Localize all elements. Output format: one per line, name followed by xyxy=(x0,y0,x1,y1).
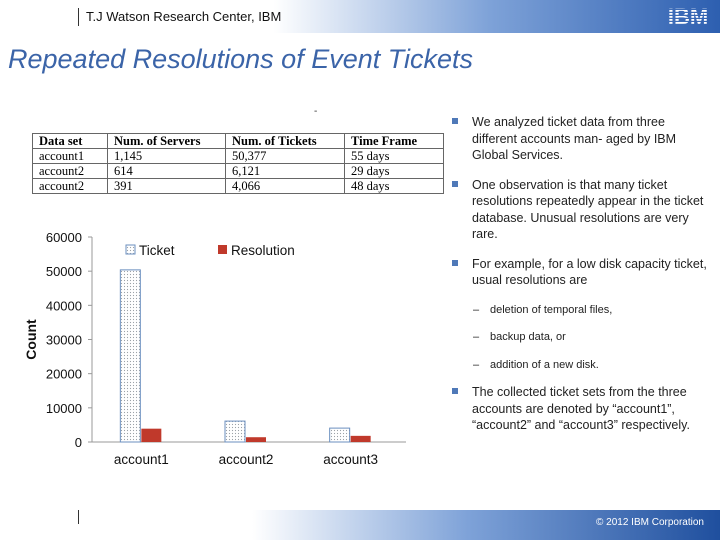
header-bar xyxy=(0,0,720,33)
legend-label: Resolution xyxy=(231,243,295,258)
y-tick-label: 20000 xyxy=(45,366,82,382)
table-header-row xyxy=(33,134,444,149)
legend-label: Ticket xyxy=(139,243,175,258)
y-tick-label: 0 xyxy=(74,435,82,450)
ticket-bar xyxy=(120,270,140,442)
dash-icon: – xyxy=(473,358,480,371)
ticket-bar xyxy=(225,421,245,442)
table-cell: 391 xyxy=(108,179,226,194)
bullet-text: We analyzed ticket data from three different accounts man- aged by IBM Global Services. xyxy=(472,115,677,162)
table-cell: 4,066 xyxy=(226,179,345,194)
table-cell: 50,377 xyxy=(226,149,345,164)
bullet-square-icon xyxy=(452,118,458,124)
dash-icon: – xyxy=(473,331,480,343)
table-cell: account2 xyxy=(33,179,108,194)
y-tick-label: 60000 xyxy=(45,230,82,245)
resolution-bar xyxy=(246,437,266,442)
table-cell: 6,121 xyxy=(226,164,345,179)
y-tick-label: 40000 xyxy=(45,298,82,314)
legend-resolution-swatch xyxy=(218,245,227,254)
table-cell: 48 days xyxy=(345,179,444,194)
table-cell: 1,145 xyxy=(108,149,226,164)
bar-chart xyxy=(18,222,428,472)
y-tick-label: 50000 xyxy=(45,264,82,280)
org-name: T.J Watson Research Center, IBM xyxy=(86,9,282,24)
ticket-bar xyxy=(330,428,350,442)
dataset-table xyxy=(32,133,444,194)
table-cell: 614 xyxy=(108,164,226,179)
ibm-logo-text: IBM xyxy=(667,4,709,28)
bullet-list xyxy=(452,114,710,447)
col-header: Num. of Servers xyxy=(108,134,226,149)
page-title: Repeated Resolutions of Event Tickets xyxy=(8,44,474,74)
sub-bullet-text: deletion of temporal files, xyxy=(490,303,613,316)
footer-divider xyxy=(78,510,79,524)
y-tick-label: 30000 xyxy=(45,332,82,348)
bullet-square-icon xyxy=(452,260,458,266)
col-header: Time Frame xyxy=(345,134,444,149)
table-row xyxy=(33,179,444,194)
sub-bullet-item xyxy=(452,302,710,319)
ibm-logo xyxy=(662,4,714,28)
header-divider xyxy=(78,8,79,26)
resolution-bar xyxy=(351,436,371,442)
table-cell: account2 xyxy=(33,164,108,179)
bullet-text: For example, for a low disk capacity ticket, usual resolutions are xyxy=(472,256,707,287)
col-header: Data set xyxy=(33,134,108,149)
table-row xyxy=(33,149,444,164)
footer-bar xyxy=(0,510,720,540)
bullet-item xyxy=(452,114,710,164)
x-tick-label: account1 xyxy=(113,452,169,467)
table-cell: 55 days xyxy=(345,149,444,164)
sub-bullet-item xyxy=(452,329,710,346)
bullet-square-icon xyxy=(452,388,458,394)
sub-bullet-text: backup data, or xyxy=(490,331,566,343)
x-tick-label: account2 xyxy=(218,452,274,467)
table-cell: 29 days xyxy=(345,164,444,179)
y-axis-label: Count xyxy=(23,319,39,360)
table-row xyxy=(33,164,444,179)
copyright: © 2012 IBM Corporation xyxy=(596,517,704,528)
sub-bullet-text: addition of a new disk. xyxy=(490,358,599,371)
legend-ticket-swatch xyxy=(126,245,135,254)
resolution-bar xyxy=(141,429,161,442)
bullet-text: The collected ticket sets from the three accounts are denoted by “account1”, “account2” and “account3” respectively. xyxy=(472,385,690,432)
dash-icon: – xyxy=(473,303,480,316)
bullet-item xyxy=(452,177,710,243)
bullet-item xyxy=(452,256,710,289)
bullet-item xyxy=(452,384,710,434)
bullet-text: One observation is that many ticket resolutions repeatedly appear in the ticket database. Unusual resolutions are very rare. xyxy=(472,177,704,241)
sub-bullet-item xyxy=(452,357,710,374)
stray-mark: - xyxy=(314,106,318,117)
table-cell: account1 xyxy=(33,149,108,164)
x-tick-label: account3 xyxy=(323,452,379,467)
col-header: Num. of Tickets xyxy=(226,134,345,149)
y-tick-label: 10000 xyxy=(45,400,82,416)
bullet-square-icon xyxy=(452,181,458,187)
